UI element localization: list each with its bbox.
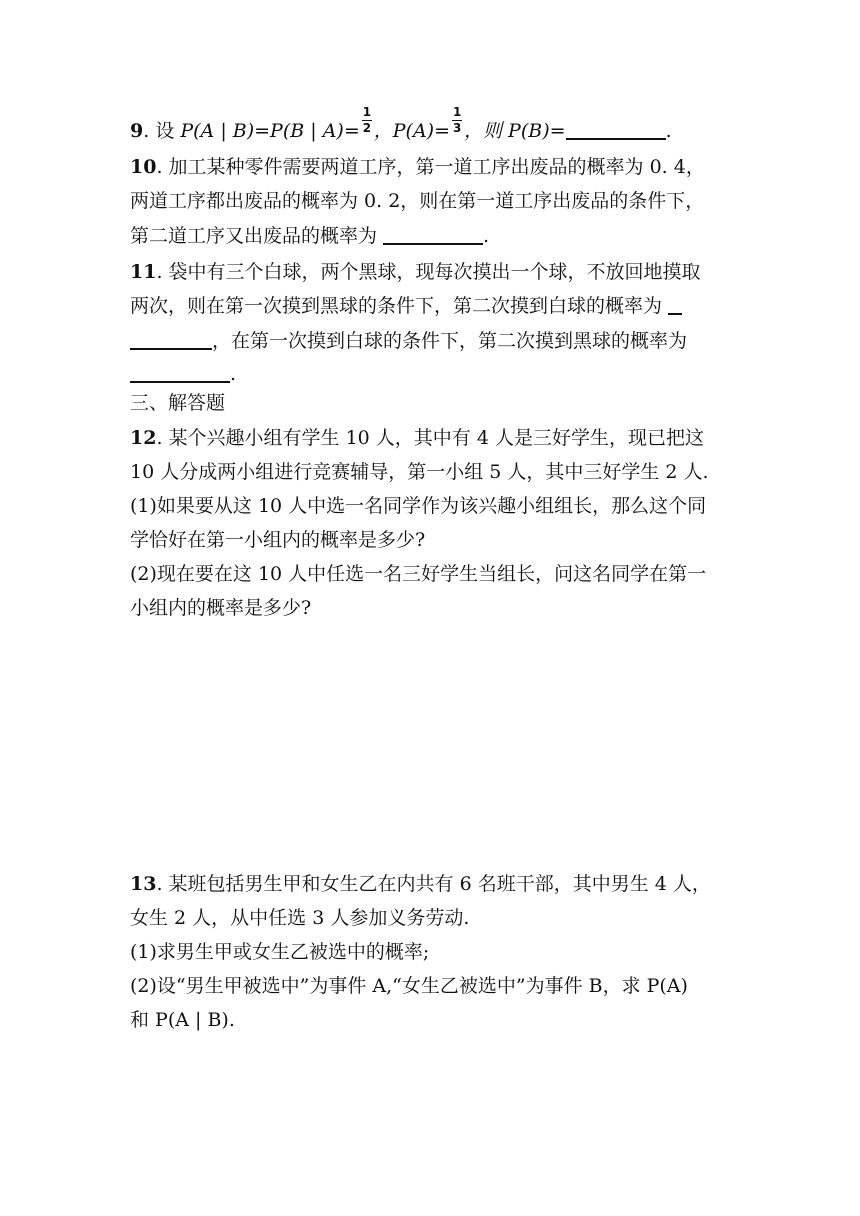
question-10-line-2	[130, 189, 734, 213]
question-end: .	[665, 120, 672, 142]
question-12-part-1	[130, 494, 734, 518]
question-12-line-1	[130, 426, 734, 450]
question-text: . 某班包括男生甲和女生乙在内共有 6 名班干部，其中男生 4 人，	[156, 873, 711, 895]
question-text: ，在第一次摸到白球的条件下，第二次摸到黑球的概率为	[212, 330, 688, 352]
question-text: . 袋中有三个白球，两个黑球，现每次摸出一个球，不放回地摸取	[156, 261, 701, 283]
question-text: 两次，则在第一次摸到黑球的条件下，第二次摸到白球的概率为	[130, 295, 669, 317]
question-9	[130, 105, 734, 143]
question-12-part-2	[130, 562, 734, 586]
question-12-line-2	[130, 460, 734, 484]
question-number: 12	[130, 427, 157, 449]
question-number: 11	[130, 261, 157, 283]
question-text: (1)求男生甲或女生乙被选中的概率;	[130, 941, 430, 963]
question-number: 10	[130, 156, 157, 178]
question-text: (1)如果要从这 10 人中选一名同学作为该兴趣小组组长，那么这个同	[130, 495, 707, 517]
question-text: (2)现在要在这 10 人中任选一名三好学生当组长，问这名同学在第一	[130, 563, 707, 585]
question-13-part-2	[130, 974, 734, 998]
question-11-line-1	[130, 260, 734, 284]
section-heading	[130, 391, 734, 415]
question-11-line-2	[130, 294, 734, 318]
question-text: 女生 2 人，从中任选 3 人参加义务劳动.	[130, 907, 470, 929]
question-13-line-2	[130, 906, 734, 930]
question-13-part-1	[130, 940, 734, 964]
question-10-line-3	[130, 224, 734, 248]
question-text: 第二道工序又出废品的概率为	[130, 225, 384, 247]
question-text: 学恰好在第一小组内的概率是多少?	[130, 529, 426, 551]
answer-blank[interactable]	[130, 363, 230, 383]
question-number: 13	[130, 873, 157, 895]
question-10-line-1	[130, 155, 734, 179]
fraction-denominator: 3	[453, 121, 462, 135]
answer-blank[interactable]	[668, 295, 682, 315]
answer-blank[interactable]	[383, 225, 483, 245]
answer-blank[interactable]	[566, 120, 666, 140]
question-end: .	[483, 225, 490, 247]
question-11-line-4	[130, 362, 734, 386]
question-text: 和 P(A | B).	[130, 1009, 235, 1031]
question-13-part-2-cont	[130, 1008, 734, 1032]
answer-blank[interactable]	[130, 330, 212, 350]
fraction-denominator: 2	[362, 121, 372, 135]
question-text: 两道工序都出废品的概率为 0. 2，则在第一道工序出废品的条件下，	[130, 190, 705, 212]
question-end: .	[230, 363, 237, 385]
fraction-numerator: 1	[362, 105, 372, 119]
question-12-part-1-cont	[130, 528, 734, 552]
math-expression: P(A | B)=P(B | A)=	[180, 120, 360, 142]
question-13-line-1	[130, 872, 734, 896]
question-text: . 加工某种零件需要两道工序，第一道工序出废品的概率为 0. 4，	[156, 156, 705, 178]
question-text: . 某个兴趣小组有学生 10 人，其中有 4 人是三好学生，现已把这	[156, 427, 704, 449]
question-text: . 设	[143, 120, 181, 142]
fraction-numerator: 1	[453, 105, 462, 119]
section-title: 三、解答题	[130, 392, 226, 414]
question-11-line-3	[130, 329, 734, 353]
question-text: (2)设“男生甲被选中”为事件 A,“女生乙被选中”为事件 B，求 P(A)	[130, 975, 688, 997]
question-number: 9	[130, 120, 144, 142]
question-12-part-2-cont	[130, 596, 734, 620]
fraction	[361, 105, 373, 143]
question-text: 10 人分成两小组进行竞赛辅导，第一小组 5 人，其中三好学生 2 人.	[130, 461, 709, 483]
math-expression: ，则 P(B)=	[464, 120, 566, 142]
fraction	[451, 105, 463, 143]
math-expression: ，P(A)=	[373, 120, 451, 142]
question-text: 小组内的概率是多少?	[130, 597, 312, 619]
